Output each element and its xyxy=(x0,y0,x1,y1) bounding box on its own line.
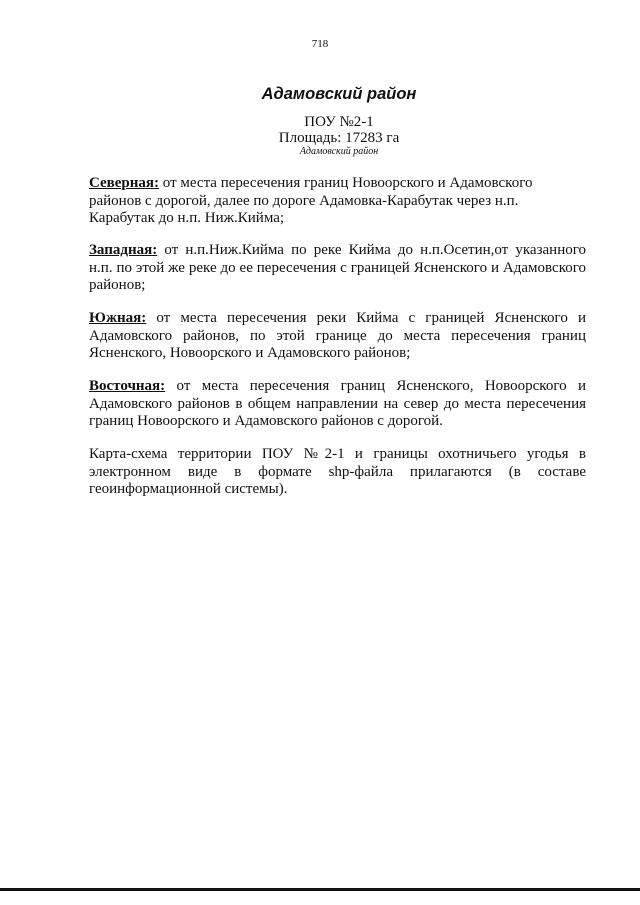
east-border-text: от места пересечения границ Ясненского, Новоорского и Адамовского районов в общем направлении на север до места пересечения границ Новоорского и Адамовского районов с дорогой. xyxy=(89,378,586,429)
east-border-paragraph xyxy=(89,378,586,431)
north-border-label: Северная: xyxy=(89,175,160,191)
south-border-label: Южная: xyxy=(89,310,147,326)
area-line: Площадь: 17283 га xyxy=(278,130,400,146)
north-border-line-1: от места пересечения границ Новоорского и Адамовского xyxy=(162,175,533,191)
south-border-text: от места пересечения реки Кийма с границей Ясненского и Адамовского районов, по этой границе до места пересечения границ Ясненского, Новоорского и Адамовского районов; xyxy=(89,310,586,361)
north-border-paragraph xyxy=(89,175,586,228)
north-border-line-3: Карабутак до н.п. Ниж.Кийма; xyxy=(89,210,285,226)
map-note-paragraph: Карта-схема территории ПОУ №2-1 и границы охотничьего угодья в электронном виде в формате shp-файла прилагаются (в составе геоинформационной системы). xyxy=(89,446,586,497)
bottom-rule xyxy=(0,888,640,891)
east-border-label: Восточная: xyxy=(89,378,166,394)
south-border-paragraph xyxy=(89,310,586,363)
north-border-line-2: районов с дорогой, далее по дороге Адамовка-Карабутак через н.п. xyxy=(89,192,519,209)
pou-number: ПОУ №2-1 xyxy=(304,114,374,130)
page-number: 718 xyxy=(311,38,329,50)
west-border-text: от н.п.Ниж.Кийма по реке Кийма до н.п.Осетин,от указанного н.п. по этой же реке до ее пересечения с границей Ясненского и Адамовского районов; xyxy=(89,242,586,293)
west-border-label: Западная: xyxy=(89,242,158,258)
west-border-paragraph xyxy=(89,242,586,295)
district-subtitle: Адамовский район xyxy=(299,146,379,157)
district-title: Адамовский район xyxy=(261,85,417,103)
